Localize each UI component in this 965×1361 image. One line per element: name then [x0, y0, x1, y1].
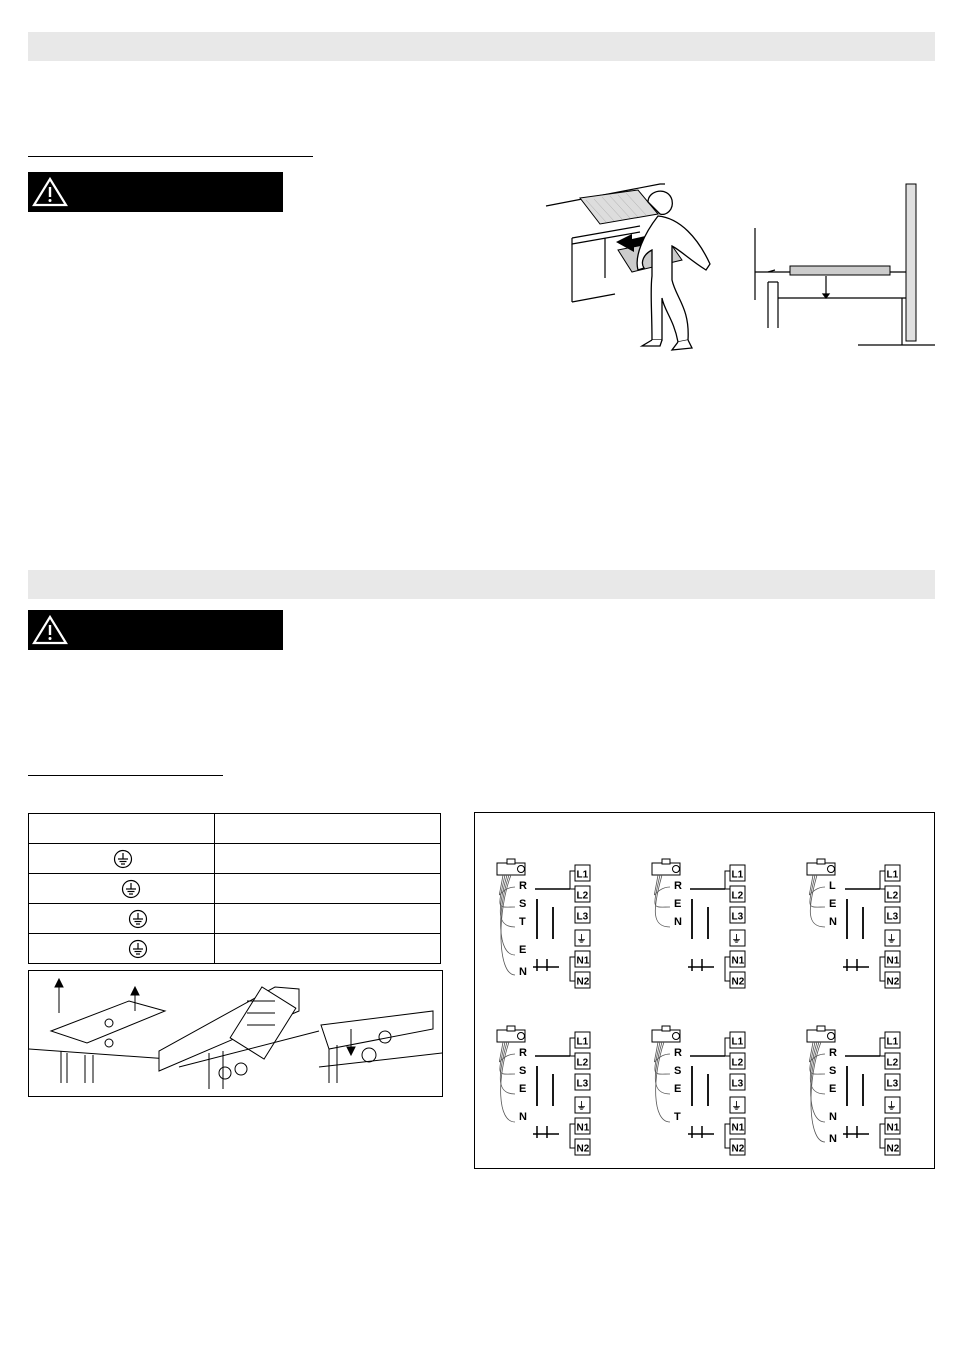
wire-label: E: [519, 1083, 527, 1095]
wire-label: E: [674, 1083, 682, 1095]
ground-icon: [121, 879, 141, 899]
terminal-label: L2: [886, 1057, 899, 1069]
terminal-label: L3: [886, 911, 899, 923]
wire-label: R: [829, 1047, 837, 1059]
wire-label: E: [829, 1083, 837, 1095]
terminal-label: N1: [886, 1122, 900, 1134]
built-in-installation-figure: [540, 180, 935, 355]
wiring-diagram: [652, 859, 745, 988]
ground-icon: [128, 939, 148, 959]
terminal-label: N1: [886, 955, 900, 967]
wire-label: N: [829, 1111, 837, 1123]
wiring-diagram: [497, 1026, 590, 1155]
terminal-label: N2: [731, 1143, 745, 1155]
table-cell: [214, 904, 440, 934]
terminal-label: L2: [731, 1057, 744, 1069]
table-header-row: [29, 814, 441, 844]
wire-label: R: [519, 880, 527, 892]
section-header-bar-1: [28, 32, 935, 61]
ground-connection-table: [28, 813, 441, 964]
table-cell: [29, 844, 215, 874]
table-header-cell: [29, 814, 215, 844]
wire-label: S: [519, 1065, 527, 1077]
wire-label: E: [674, 898, 682, 910]
terminal-label: ⏚: [886, 934, 897, 946]
terminal-label: L2: [576, 1057, 589, 1069]
wiring-diagrams-svg: [475, 813, 934, 1168]
wire-label: N: [519, 1111, 527, 1123]
terminal-label: N1: [731, 1122, 745, 1134]
wire-label: S: [829, 1065, 837, 1077]
terminal-label: L3: [886, 1078, 899, 1090]
terminal-label: L1: [731, 1036, 744, 1048]
wire-label: T: [519, 916, 526, 928]
wire-label: N: [829, 1133, 837, 1145]
terminal-label: L3: [731, 911, 744, 923]
wire-label: S: [519, 898, 527, 910]
warning-triangle-icon: [32, 176, 68, 208]
wire-label: S: [674, 1065, 682, 1077]
wiring-diagram: [807, 1026, 900, 1155]
terminal-label: N1: [576, 1122, 590, 1134]
wiring-diagram: [807, 859, 900, 988]
table-cell: [214, 874, 440, 904]
terminal-label: ⏚: [731, 1101, 742, 1113]
terminal-label: ⏚: [576, 1101, 587, 1113]
wire-label: N: [519, 966, 527, 978]
terminal-label: N1: [731, 955, 745, 967]
table-cell: [214, 844, 440, 874]
terminal-label: N1: [576, 955, 590, 967]
terminal-label: L1: [886, 1036, 899, 1048]
terminal-label: L3: [576, 911, 589, 923]
terminal-cover-drawing: [29, 971, 442, 1096]
terminal-label: N2: [576, 976, 590, 988]
terminal-label: N2: [576, 1143, 590, 1155]
table-row: [29, 904, 441, 934]
wire-label: T: [674, 1111, 681, 1123]
wire-label: L: [829, 880, 836, 892]
terminal-label: N2: [731, 976, 745, 988]
terminal-label: ⏚: [886, 1101, 897, 1113]
table-row: [29, 934, 441, 964]
warning-banner-2: [28, 610, 283, 650]
subheading-link-2[interactable]: [28, 775, 223, 776]
table-cell: [29, 874, 215, 904]
wire-label: N: [829, 916, 837, 928]
wire-label: E: [519, 944, 527, 956]
terminal-cover-illustration: [28, 970, 443, 1097]
terminal-label: L2: [731, 890, 744, 902]
table-header-cell: [214, 814, 440, 844]
wire-label: N: [674, 916, 682, 928]
terminal-label: L3: [731, 1078, 744, 1090]
terminal-label: N2: [886, 1143, 900, 1155]
warning-banner-1: [28, 172, 283, 212]
warning-triangle-icon: [32, 614, 68, 646]
terminal-label: ⏚: [576, 934, 587, 946]
ground-icon: [113, 849, 133, 869]
wiring-diagram: [497, 859, 590, 988]
terminal-label: L2: [576, 890, 589, 902]
ground-icon: [128, 909, 148, 929]
terminal-label: L3: [576, 1078, 589, 1090]
terminal-label: L1: [731, 869, 744, 881]
wiring-diagram: [652, 1026, 745, 1155]
terminal-label: L1: [576, 869, 589, 881]
hob-top: [580, 190, 658, 224]
section-header-bar-2: [28, 570, 935, 599]
wire-label: R: [674, 1047, 682, 1059]
table-cell: [29, 934, 215, 964]
terminal-label: ⏚: [731, 934, 742, 946]
table-cell: [214, 934, 440, 964]
terminal-label: L1: [886, 869, 899, 881]
terminal-label: L1: [576, 1036, 589, 1048]
table-cell: [29, 904, 215, 934]
wire-label: R: [674, 880, 682, 892]
wire-label: R: [519, 1047, 527, 1059]
subheading-link-1[interactable]: [28, 156, 313, 157]
table-row: [29, 844, 441, 874]
terminal-label: L2: [886, 890, 899, 902]
wiring-diagrams-panel: [474, 812, 935, 1169]
wire-label: E: [829, 898, 837, 910]
terminal-label: N2: [886, 976, 900, 988]
table-row: [29, 874, 441, 904]
